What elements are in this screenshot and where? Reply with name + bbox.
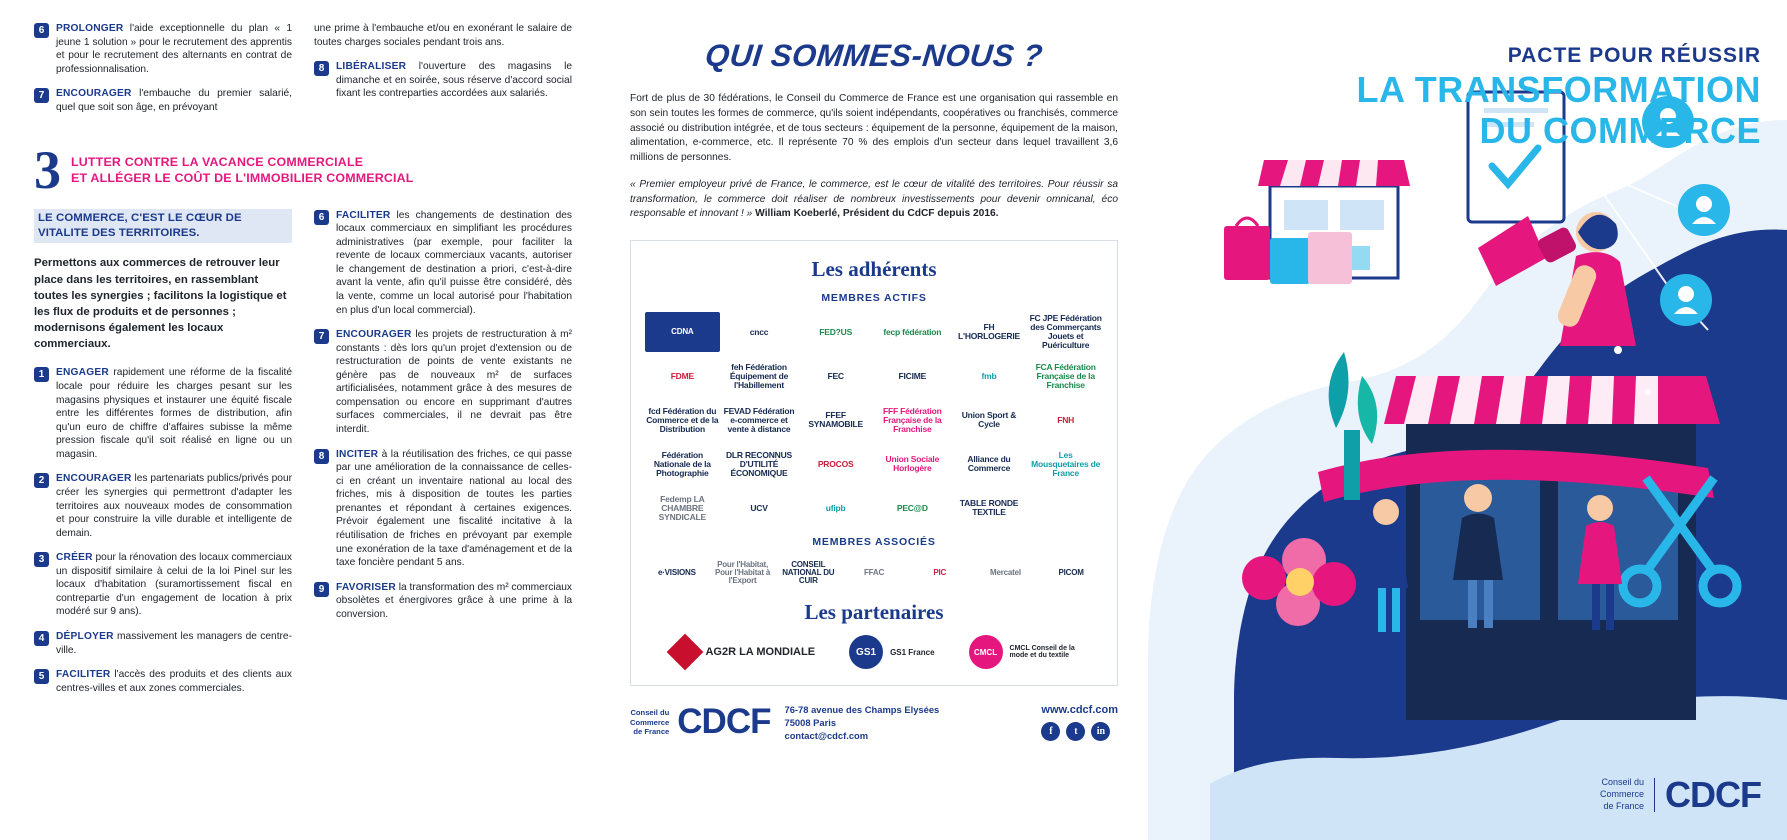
assoc-logo: Mercatel [989,568,1021,578]
member-logo: feh Fédération Équipement de l'Habillement [729,361,789,390]
cover-wordmark: CDCF [1665,774,1761,815]
item-lead: CRÉER [56,552,93,564]
member-logo: FH L'HORLOGERIE [958,322,1020,342]
item-text [336,448,572,570]
address-line-1: 76-78 avenue des Champs Elysées [784,703,940,715]
item-number: 7 [314,329,329,344]
member-logo: Fedemp LA CHAMBRE SYNDICALE [658,493,706,522]
right-cover-panel [1148,0,1787,840]
item-lead: ENCOURAGER [336,329,412,341]
item-text [56,366,292,461]
assoc-logo: Pour l'Habitat, Pour l'Habitat à l'Export [714,559,771,586]
assoc-logo: CONSEIL NATIONAL DU CUIR [782,559,835,586]
list-item [314,60,572,101]
list-item [34,630,292,657]
partner-label: GS1 France [890,647,935,657]
item-lead: FACILITER [56,669,111,681]
item-text [336,581,572,622]
brand-line-2: Commerce [1600,789,1645,800]
member-logo: TABLE RONDE TEXTILE [959,498,1019,518]
item-number: 6 [34,23,49,38]
section-3-heading [34,140,572,201]
item-number: 6 [314,210,329,225]
item-body: les changements de destination des locaux commerciaux en simplifiant les procédures administratives (par exemple, pour faciliter la revente de locaux commerciaux vacants, autoriser le changement de destination a priori, c'est-à-dire avant la vente, afin qu'il puisse être considéré, dès la vente, comme un local autorisé pour l'habitation en plus d'un local commercial). [336,209,572,316]
list-item [34,668,292,695]
list-item [314,209,572,318]
center-footer [630,702,1118,742]
member-logo: ufipb [825,502,846,513]
list-item [314,581,572,622]
members-title: Les adhérents [811,257,937,282]
center-panel [600,0,1148,840]
brand-line-3: de France [1603,800,1645,811]
member-logo: Les Mousquetaires de France [1031,449,1101,478]
top-column-2 [314,22,572,125]
section-3-column-1 [34,209,292,707]
section-highlight: LE COMMERCE, C'EST LE CŒUR DE VITALITE DES TERRITOIRES. [34,209,292,244]
assoc-members-grid [645,556,1103,590]
item-lead: DÉPLOYER [56,631,114,643]
partners-grid [645,635,1103,669]
twitter-icon[interactable]: t [1066,722,1085,741]
list-item [314,448,572,570]
quote-block [630,178,1118,222]
brand-line-1: Conseil du [1601,777,1645,788]
item-text [56,668,292,695]
contact-address [784,703,939,742]
member-logo: UCV [750,502,768,513]
item-number: 5 [34,669,49,684]
item-body: pour la rénovation des locaux commerciaux un dispositif similaire à celui de la loi Pinel sur les locaux d'habitation (suramortissement fiscal en contrepartie d'un engagement de location à prix modéré sur 9 ans). [56,552,292,618]
item-lead: FACILITER [336,209,391,221]
item-text [336,60,572,101]
member-logo: Alliance du Commerce [967,454,1011,474]
member-logo: Union Sociale Horlogère [885,454,940,474]
assoc-logo: PICOM [1058,568,1084,578]
item-lead: FAVORISER [336,581,396,593]
member-logo-spacer [1028,488,1103,528]
logo-divider [1654,778,1655,812]
member-logo: Union Sport & Cycle [961,410,1017,430]
section-title-line2: ET ALLÉGER LE COÛT DE L'IMMOBILIER COMMERCIAL [71,170,414,185]
item-text [56,22,292,76]
member-logo: FDME [670,370,694,381]
item-text [56,472,292,540]
member-logo: FFEF SYNAMOBILE [808,410,863,430]
item-lead: LIBÉRALISER [336,61,407,73]
page-title: QUI SOMMES-NOUS ? [703,38,1045,73]
cdcf-wordmark: CDCF [677,702,771,742]
cdcf-logo-text [630,708,669,736]
contact-email[interactable]: contact@cdcf.com [784,729,869,741]
section-3-column-2 [314,209,572,707]
item-number: 8 [314,449,329,464]
gs1-icon: GS1 [849,635,883,669]
item-number: 3 [34,552,49,567]
item-body: l'accès des produits et des clients aux centres-villes et aux zones commerciales. [56,669,292,694]
item-number: 4 [34,631,49,646]
member-logo: fmb [981,370,997,381]
list-item [314,328,572,437]
member-logo: cncc [749,326,769,337]
item-body: l'aide exceptionnelle du plan « 1 jeune 1 solution » pour le recrutement des apprentis et pour le recrutement des alternants en contrat de professionnalisation. [56,23,292,75]
member-logo: FED?US [819,326,853,337]
partner-cmcl [969,635,1076,669]
item-lead: PROLONGER [56,23,124,34]
section-title [71,155,414,186]
item-lead: ENCOURAGER [56,88,132,100]
cmcl-icon: CMCL [969,635,1003,669]
left-panel [0,0,600,840]
item-lead: ENGAGER [56,367,109,379]
item-body: rapidement une réforme de la fiscalité locale pour réduire les charges pesant sur les magasins physiques et instaurer une équité fiscale entre les différentes formes de distribution, afin qu'un euro de chiffre d'affaires subisse la même pression fiscale qu'il soit réalisé en ligne ou un magasin. [56,367,292,460]
item-body: massivement les managers de centre-ville. [56,631,292,656]
assoc-members-label: MEMBRES ASSOCIÉS [812,536,936,549]
item-lead: INCITER [336,448,379,460]
member-logo: fecp fédération [883,326,942,337]
member-logo: FFF Fédération Française de la Franchise [883,405,942,434]
partner-gs1 [849,635,934,669]
item-body: les projets de restructuration à m² constants : dès lors qu'un projet d'extension ou de restructuration de points de vente existants ne génère pas de nouveaux m² de surfaces artificialisées, notamment grâce à des mesures de compensation ou encore en supprimant d'autres surfaces commerciales, il ne devrait pas être interdit. [336,329,572,435]
item-lead: ENCOURAGER [56,473,132,485]
partners-section [645,600,1103,669]
website-block [1041,704,1118,741]
item-text: une prime à l'embauche et/ou en exonérant le salaire de toutes charges sociales pendant trois ans. [314,23,572,48]
item-text [336,328,572,437]
linkedin-icon[interactable]: in [1091,722,1110,741]
item-number: 7 [34,88,49,103]
item-text [56,630,292,657]
member-logo: PROCOS [817,458,854,469]
website-link[interactable]: www.cdcf.com [1041,703,1118,716]
address-line-2: 75008 Paris [784,716,837,728]
list-item [34,366,292,461]
cover-logo [1600,774,1761,816]
item-number: 9 [314,582,329,597]
diamond-icon [667,634,704,671]
list-item-continued [314,22,572,49]
members-box [630,240,1118,686]
member-logo: FEC [827,370,844,381]
partners-title: Les partenaires [804,600,944,625]
item-body: l'embauche du premier salarié, quel que soit son âge, en prévoyant [56,88,292,113]
member-logo: FICIME [898,370,927,381]
item-number: 8 [314,61,329,76]
assoc-logo: PIC [933,568,947,578]
shop-awning [1384,376,1720,424]
item-number: 2 [34,473,49,488]
cover-title [1148,44,1761,150]
brand-line-2: Commerce [630,717,670,727]
top-column-1 [34,22,292,125]
item-number: 1 [34,367,49,382]
assoc-logo: e·VISIONS [657,568,696,578]
member-logo: PEC@D [896,502,928,513]
cover-logo-text [1600,777,1644,812]
active-members-grid [645,312,1103,528]
partner-label: CMCL Conseil de la mode et du textile [1009,645,1075,660]
item-text [56,551,292,619]
item-text [336,209,572,318]
member-logo: FC JPE Fédération des Commerçants Jouets et Puériculture [1029,313,1102,351]
partner-label: AG2R LA MONDIALE [705,646,816,659]
section-title-line1: LUTTER CONTRE LA VACANCE COMMERCIALE [71,155,364,170]
section-intro: Permettons aux commerces de retrouver leur place dans les territoires, en rassemblant toutes les synergies ; facilitons la logistique et les flux de produits et de personnes ; modernisons également les locaux commerciaux. [34,257,287,351]
item-body: l'ouverture des magasins le dimanche et en soirée, sous réserve d'accord social fixant les contreparties accordées aux salariés. [336,61,572,100]
brand-line-1: Conseil du [630,708,670,718]
facebook-icon[interactable]: f [1041,722,1060,741]
cover-title-line2: LA TRANSFORMATION [1356,69,1761,110]
member-logo: DLR RECONNUS D'UTILITÉ ÉCONOMIQUE [725,449,793,478]
list-item [34,551,292,619]
partner-ag2r [672,639,815,665]
item-body: à la réutilisation des friches, ce qui passe par une amélioration de la connaissance de celles-ci en créant un inventaire national au local des friches, mis à disposition de toutes les parties prenantes et répondant à certaines exigences. Prévoir également une fiscalité incitative à la réutilisation de friches en prévoyant par exemple une exonération de la taxe d'aménagement et de la taxe foncière pendant 5 ans. [336,448,572,569]
intro-paragraph: Fort de plus de 30 fédérations, le Conseil du Commerce de France est une organisation qui rassemble en son sein toutes les formes de commerce, qu'ils soient indépendants, coopératives ou franchisés, commerce associé ou distribution intégrée, et de tous secteurs : équipement de la personne, équipement de la maison, alimentation, e-commerce, etc. Il représente 70 % des emplois d'un secteur dans lequel travaillent 3,6 millions de personnes. [630,93,1118,164]
quote-author: William Koeberlé, Président du CdCF depuis 2016. [752,208,999,220]
item-text [56,87,292,114]
social-links [1041,722,1118,741]
section-3-columns [34,209,572,707]
cdcf-logo [630,702,770,742]
item-body: la transformation des m² commerciaux obsolètes et énergivores grâce à une prime à la conversion. [336,581,572,620]
cover-title-line3: DU COMMERCE [1479,109,1761,151]
list-item [34,472,292,540]
list-item [34,87,292,114]
quote-text: « Premier employeur privé de France, le commerce, est le cœur de vitalité des territoires. Pour réussir sa transformation, le commerce doit réaliser de nombreux investissements pour devenir omnicanal, éco responsable et innovant ! » [630,178,1118,220]
member-logo: FEVAD Fédération e-commerce et vente à distance [723,405,795,434]
item-body: les partenariats publics/privés pour créer les synergies qui permettront d'adapter les territoires aux nouveaux modes de consommation et pour construire la ville durable et intelligente de demain. [56,473,292,539]
member-logo: CDNA [645,312,720,352]
member-logo: Fédération Nationale de la Photographie [653,449,711,478]
member-logo: fcd Fédération du Commerce et de la Distribution [646,405,719,434]
cover-title-line1: PACTE POUR RÉUSSIR [1507,44,1761,67]
list-item [34,22,292,76]
member-logo: FNH [1057,414,1075,425]
top-columns [34,22,572,125]
section-number: 3 [34,140,61,201]
brand-line-3: de France [633,726,670,736]
assoc-logo: FFAC [863,568,885,578]
active-members-label: MEMBRES ACTIFS [821,292,927,305]
member-logo: FCA Fédération Française de la Franchise [1035,361,1096,390]
